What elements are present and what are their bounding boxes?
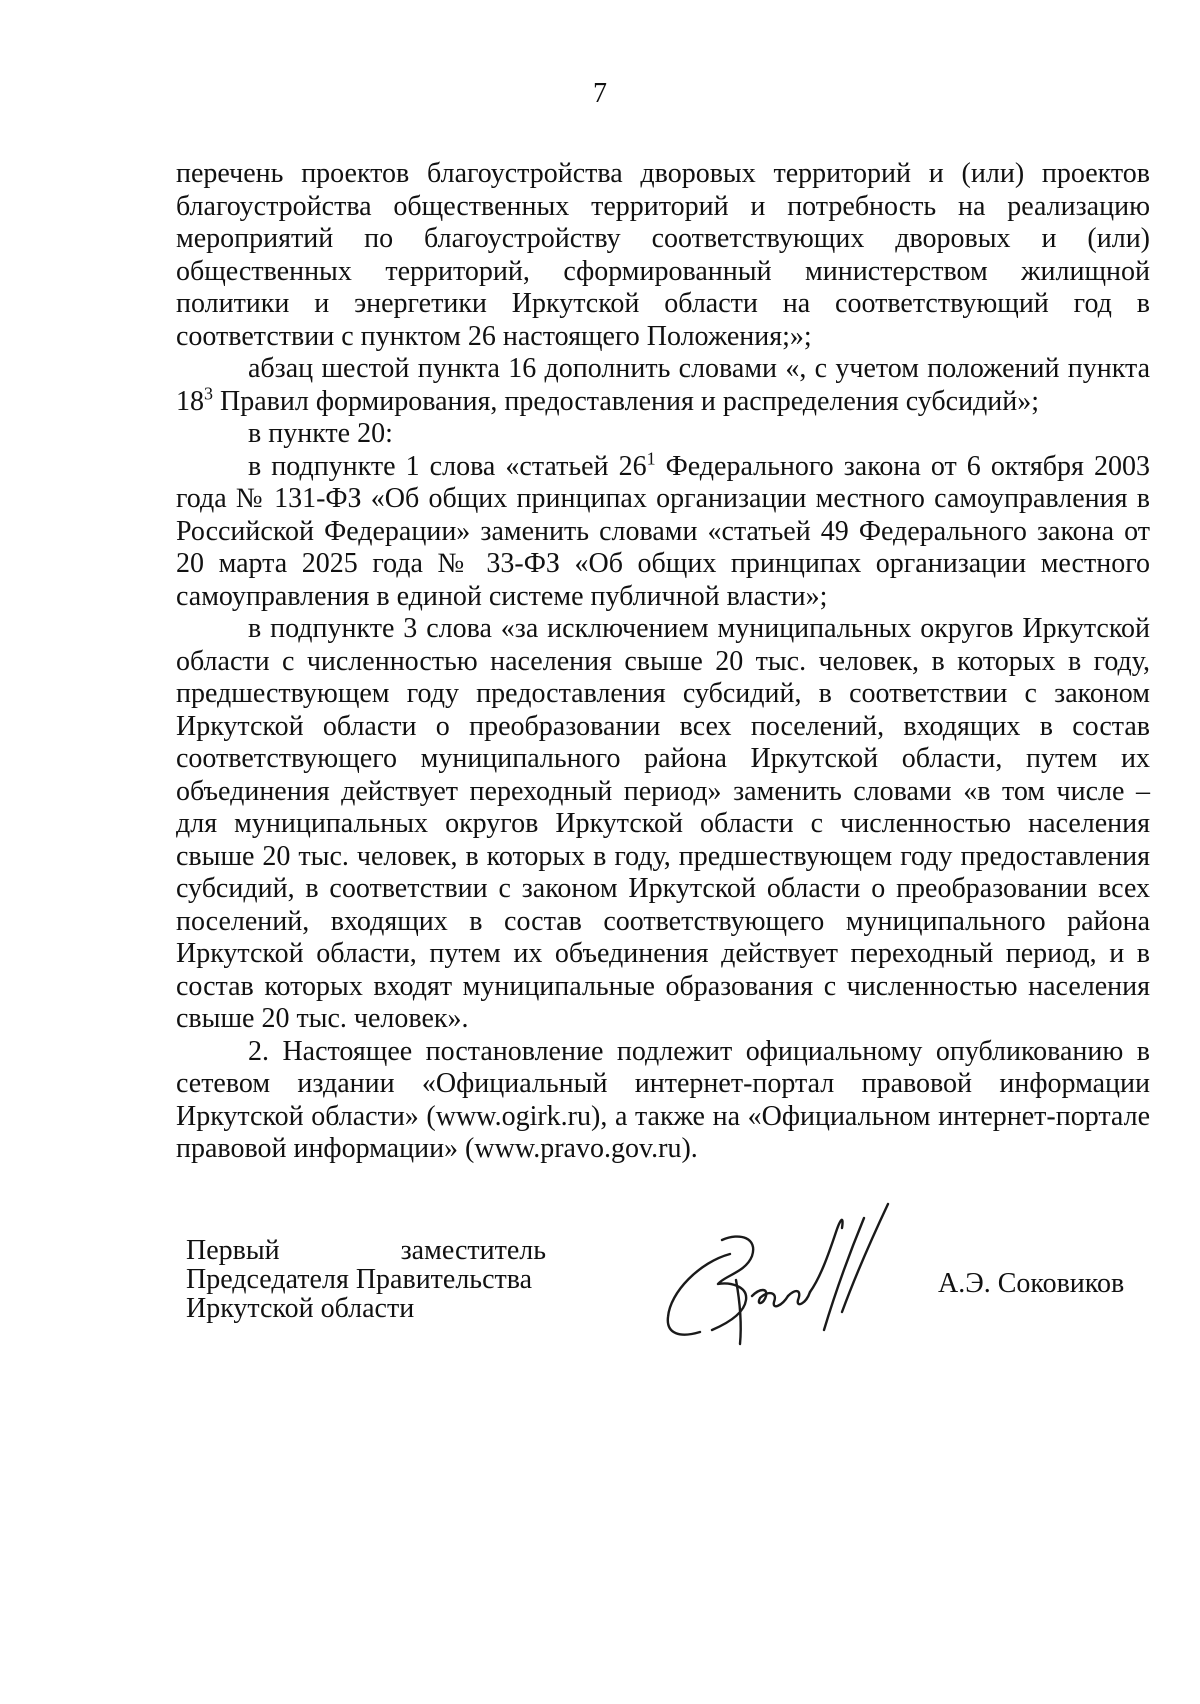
- paragraph-text: Федерального закона от 6 октября 2003 года № 131-ФЗ «Об общих принципах организации местного самоуправления в Российской Федерации» заменить словами «статьей 49 Федерального закона от 20 марта 2025 года № 33-ФЗ «Об общих принципах организации местного самоуправления в единой системе публичной власти»;: [176, 450, 1150, 612]
- paragraph-text: Правил формирования, предоставления и распределения субсидий»;: [213, 385, 1040, 417]
- paragraph-text: перечень проектов благоустройства дворовых территорий и (или) проектов благоустройства общественных территорий и потребность на реализацию мероприятий по благоустройству соответствующих дворовых и (или) общественных территорий, сформированный министерством жилищной политики и энергетики Иркутской области на соответствующий год в соответствии с пунктом 26 настоящего Положения;»;: [176, 158, 1150, 352]
- paragraph: [176, 1036, 1150, 1166]
- signatory-title-word: заместитель: [400, 1235, 546, 1266]
- signatory-title-line: Иркутской области: [186, 1293, 415, 1324]
- paragraph-text: в подпункте 1 слова «статьей 26: [248, 450, 647, 482]
- paragraph: [176, 613, 1150, 1036]
- paragraph: [176, 418, 1150, 451]
- signatory-title-word: Первый: [186, 1235, 280, 1266]
- superscript: 3: [204, 383, 213, 404]
- handwritten-signature: [660, 1192, 910, 1352]
- document-body: [176, 158, 1150, 1166]
- paragraph: [176, 158, 1150, 353]
- superscript: 1: [646, 448, 656, 469]
- paragraph-text: в подпункте 3 слова «за исключением муниципальных округов Иркутской области с численностью населения свыше 20 тыс. человек, в которых в году, предшествующем году предоставления субсидий, в соответствии с законом Иркутской области о преобразовании всех поселений, входящих в состав соответствующего муниципального района Иркутской области, путем их объединения действует переходный период» заменить словами «в том числе – для муниципальных округов Иркутской области с численностью населения свыше 20 тыс. человек, в которых в году, предшествующем году предоставления субсидий, в соответствии с законом Иркутской области о преобразовании всех поселений, входящих в состав соответствующего муниципального района Иркутской области, путем их объединения действует переходный период, и в состав которых входят муниципальные образования с численностью населения свыше 20 тыс. человек».: [176, 613, 1150, 1034]
- signatory-title: [186, 1236, 546, 1323]
- page-number: 7: [593, 78, 607, 109]
- signatory-name: А.Э. Соковиков: [938, 1268, 1125, 1299]
- paragraph-text: в пункте 20:: [248, 418, 393, 449]
- paragraph: [176, 448, 1150, 614]
- paragraph: [176, 353, 1150, 418]
- signatory-title-line: Председателя Правительства: [186, 1264, 533, 1295]
- paragraph-text: абзац шестой пункта 16 дополнить словами «, с учетом положений пункта 18: [176, 353, 1150, 417]
- signatory-title-line: [186, 1236, 546, 1265]
- paragraph-text: 2. Настоящее постановление подлежит официальному опубликованию в сетевом издании «Официальный интернет-портал правовой информации Иркутской области» (www.ogirk.ru), а также на «Официальном интернет-портале правовой информации» (www.pravo.gov.ru).: [176, 1035, 1150, 1164]
